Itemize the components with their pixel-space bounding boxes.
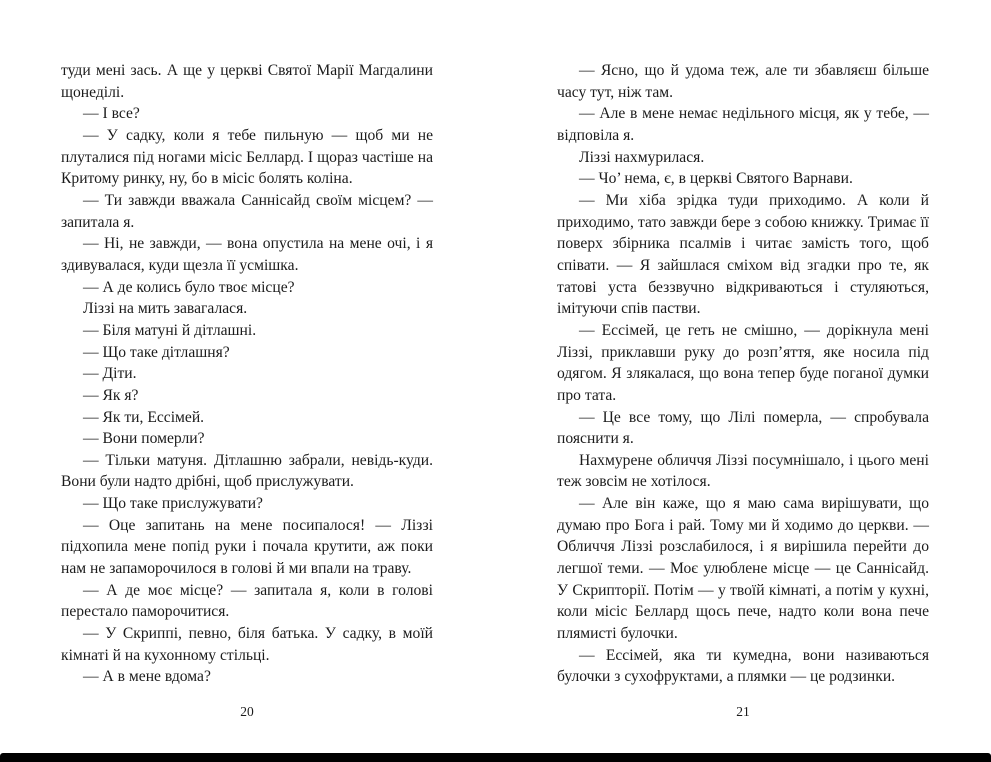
paragraph: — У садку, коли я тебе пильную — щоб ми не плуталися під ногами місіс Беллард. І щораз частіше на Критому ринку, ну, бо в місіс болять коліна. bbox=[61, 126, 433, 188]
paragraph: — Тільки матуня. Дітлашню забрали, невідь-куди. Вони були надто дрібні, щоб прислужувати. bbox=[61, 451, 433, 491]
paragraph: — Як я? bbox=[83, 386, 139, 404]
paragraph: — Ні, не завжди, — вона опустила на мене очі, і я здивувалася, куди щезла її усмішка. bbox=[61, 235, 433, 274]
left-page-text bbox=[61, 60, 433, 688]
paragraph: — Ессімей, яка ти кумедна, вони називаються булочки з сухофруктами, а плямки — це родзинки. bbox=[557, 646, 929, 686]
paragraph: — Ясно, що й удома теж, але ти збавляєш більше часу тут, ніж там. bbox=[557, 62, 929, 101]
paragraph: — У Скриппі, певно, біля батька. У садку, в моїй кімнаті й на кухонному стільці. bbox=[61, 625, 433, 664]
paragraph: Ліззі нахмурилася. bbox=[579, 148, 705, 166]
paragraph: — А де колись було твоє місце? bbox=[83, 278, 295, 296]
paragraph: — Як ти, Ессімей. bbox=[83, 408, 205, 426]
left-page-number: 20 bbox=[240, 704, 254, 719]
paragraph: — А де моє місце? — запитала я, коли в голові перестало паморочитися. bbox=[61, 581, 433, 621]
paragraph: — Ми хіба зрідка туди приходимо. А коли й приходимо, тато завжди бере з собою книжку. Тримає її поверх збірника псалмів і читає замість того, щоб співати. — Я зайшлася сміхом від згадки про те, як татові уста беззвучно відкриваються і стуляються, імітуючи спів пастви. bbox=[557, 191, 929, 318]
paragraph: — Це все тому, що Лілі померла, — спробувала пояснити я. bbox=[557, 408, 929, 448]
paragraph: — Що таке прислужувати? bbox=[83, 495, 263, 513]
paragraph: — Але він каже, що я маю сама вирішувати, що думаю про Бога і рай. Тому ми й ходимо до церкви. — Обличчя Ліззі розслабилося, і я вирішила перейти до легшої теми. — Моє улюблене місце — це Саннісайд. У Скрипторії. Потім — у твоїй кімнаті, а потім у кухні, коли місіс Беллард щось пече, надто коли вона пече плямисті булочки. bbox=[557, 495, 929, 643]
right-page-text bbox=[557, 60, 929, 688]
paragraph: — Ессімей, це геть не смішно, — дорікнула мені Ліззі, приклавши руку до розп’яття, яке носила під одягом. Я злякалася, що вона тепер буде поганої думки про тата. bbox=[557, 321, 929, 404]
paragraph: — Біля матуні й дітлашні. bbox=[83, 321, 257, 339]
paragraph: — Ти завжди вважала Саннісайд своїм місцем? — запитала я. bbox=[61, 191, 433, 231]
paragraph: — Оце запитань на мене посипалося! — Ліззі підхопила мене попід руки і почала крутити, аж поки нам не запаморочилося в голові й ми впали на траву. bbox=[61, 516, 433, 578]
paragraph: — А в мене вдома? bbox=[83, 668, 211, 686]
paragraph: — Вони померли? bbox=[83, 430, 205, 448]
paragraph: туди мені зась. А ще у церкві Святої Марії Магдалини щонеділі. bbox=[61, 62, 433, 101]
paragraph: Ліззі на мить завагалася. bbox=[83, 300, 248, 318]
paragraph: — Чо’ нема, є, в церкві Святого Варнави. bbox=[579, 170, 853, 188]
paragraph: Нахмурене обличчя Ліззі посумнішало, і цього мені теж зовсім не хотілося. bbox=[557, 451, 929, 491]
paragraph: — Діти. bbox=[83, 365, 137, 383]
paragraph: — І все? bbox=[83, 105, 140, 123]
paragraph: — Що таке дітлашня? bbox=[83, 343, 230, 361]
paragraph: — Але в мене немає недільного місця, як у тебе, — відповіла я. bbox=[557, 105, 929, 144]
right-page-number: 21 bbox=[736, 704, 750, 719]
bottom-bar bbox=[0, 753, 991, 762]
